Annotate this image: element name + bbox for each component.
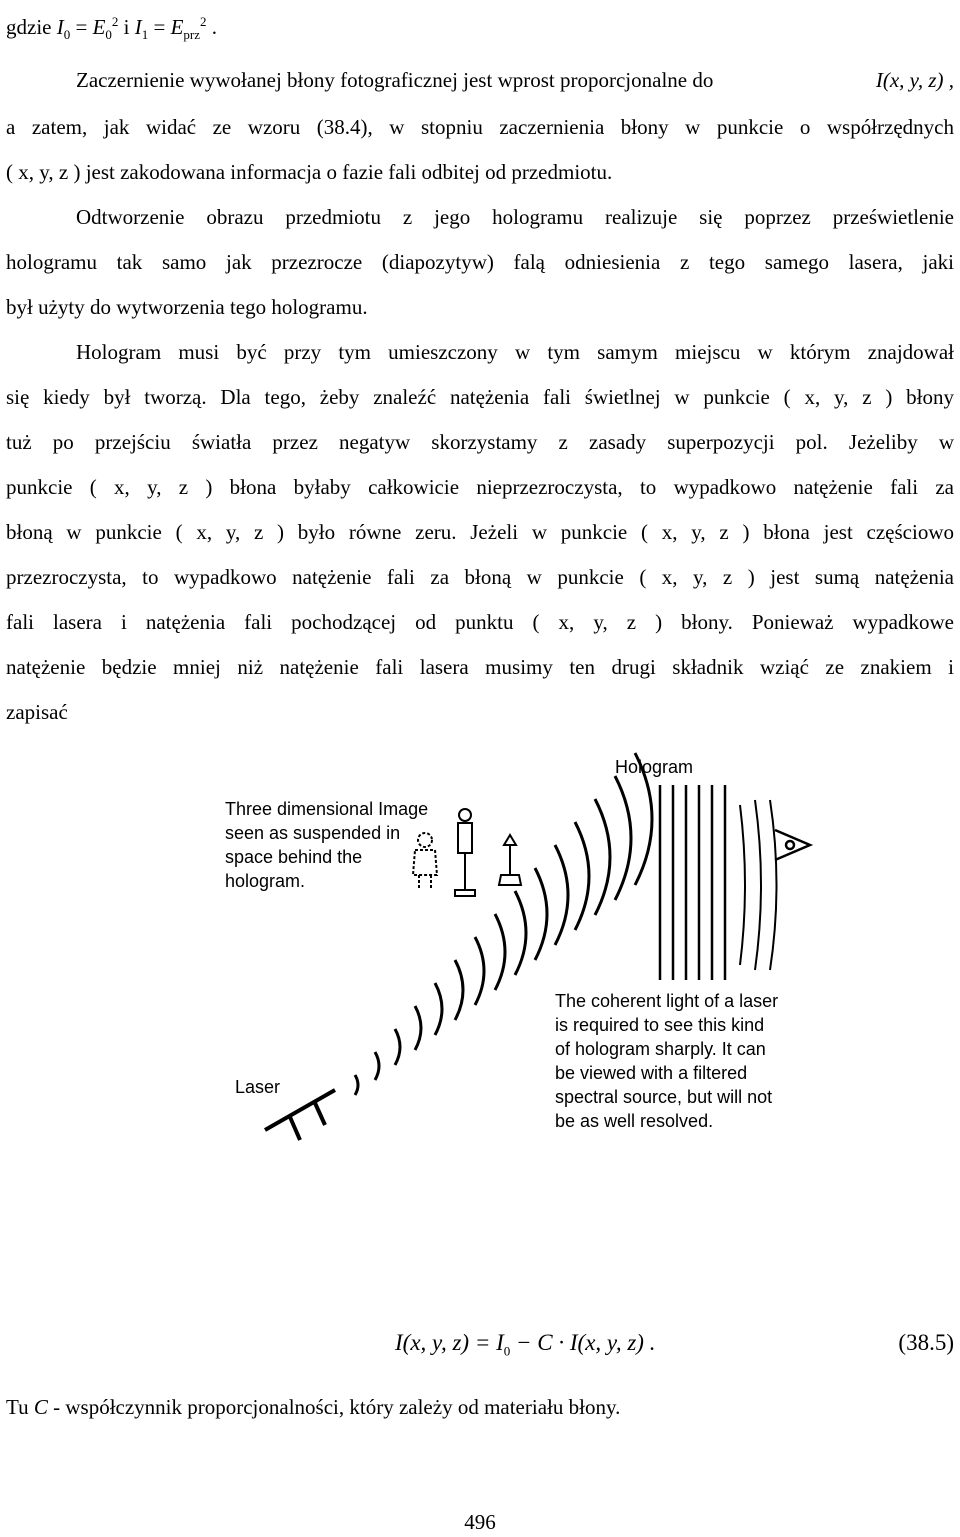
hologram-figure — [215, 745, 955, 1150]
subscript-0: 0 — [105, 27, 112, 43]
symbol-e0: E — [92, 15, 106, 39]
label-hologram: Hologram — [615, 757, 694, 777]
label-3d-line-4: hologram. — [225, 871, 306, 891]
subscript-prz: prz — [183, 27, 201, 43]
paragraph-2-line-2: hologramu tak samo jak przezrocze (diapozytyw) falą odniesienia z tego samego lasera, jaki — [6, 250, 954, 274]
period: . — [206, 15, 218, 39]
superscript-2: 2 — [200, 14, 207, 29]
equation-38-5 — [395, 1330, 655, 1360]
eye-icon — [775, 830, 810, 860]
subscript-1: 1 — [141, 27, 149, 43]
paragraph-1-line-2: a zatem, jak widać ze wzoru (38.4), w stopniu zaczernienia błony w punkcie o współrzędnych — [6, 115, 954, 139]
coefficient-line — [6, 1385, 954, 1429]
text-gdzie: gdzie — [6, 15, 57, 39]
label-3d-line-3: space behind the — [225, 847, 363, 867]
symbol-i1: I — [134, 15, 142, 39]
label-laser: Laser — [235, 1077, 281, 1097]
equals-sign: = — [148, 15, 171, 39]
paragraph-3-line-4: punkcie ( x, y, z ) błona byłaby całkowicie nieprzezroczysta, to wypadkowo natężenie fali za — [6, 475, 954, 499]
figurine-icon — [455, 809, 475, 896]
equals-sign: = — [70, 15, 93, 39]
label-coherent-line-4: be viewed with a filtered — [555, 1063, 748, 1083]
text-i: i — [118, 15, 135, 39]
diffracted-waves — [740, 800, 777, 970]
paragraph-3-line-1: Hologram musi być przy tym umieszczony w tym samym miejscu w którym znajdował — [76, 340, 954, 364]
label-coherent-line-1: The coherent light of a laser — [555, 991, 779, 1011]
definition-line — [6, 0, 954, 57]
paragraph-1-line-1 — [6, 58, 954, 102]
subscript-0: 0 — [63, 27, 71, 43]
paragraph-text: Zaczernienie wywołanej błony fotograficznej jest wprost proporcjonalne do — [76, 68, 714, 92]
superscript-2: 2 — [111, 14, 119, 29]
text-tu: Tu — [6, 1395, 34, 1419]
paragraph-3-line-8: natężenie będzie mniej niż natężenie fali lasera musimy ten drugi składnik wziąć ze znakiem i — [6, 655, 954, 679]
label-3d-line-1: Three dimensional Image — [225, 799, 429, 819]
person-icon — [413, 833, 437, 890]
equation-minus-c: − C · — [510, 1330, 570, 1355]
paragraph-3-line-7: fali lasera i natężenia fali pochodzącej od punktu ( x, y, z ) błony. Ponieważ wypadkowe — [6, 610, 954, 634]
label-coherent-line-5: spectral source, but will not — [555, 1087, 773, 1107]
label-3d-line-2: seen as suspended in — [225, 823, 401, 843]
paragraph-2-line-1: Odtworzenie obrazu przedmiotu z jego hologramu realizuje się poprzez prześwietlenie — [76, 205, 954, 229]
paragraph-3-line-2: się kiedy był tworzą. Dla tego, żeby znaleźć natężenia fali świetlnej w punkcie ( x, y, z ) błony — [6, 385, 954, 409]
paragraph-3-line-5: błoną w punkcie ( x, y, z ) było równe zeru. Jeżeli w punkcie ( x, y, z ) błona jest częściowo — [6, 520, 954, 544]
equation-lhs: I(x, y, z) = I — [395, 1330, 504, 1355]
formula-i-bar: I(x, y, z) , — [875, 68, 954, 92]
page-number: 496 — [464, 1510, 496, 1534]
paragraph-3-line-3: tuż po przejściu światła przez negatyw skorzystamy z zasady superpozycji pol. Jeżeliby w — [6, 430, 954, 454]
symbol-i0: I — [56, 15, 64, 39]
coefficient-description: - współczynnik proporcjonalności, który zależy od materiału błony. — [47, 1395, 621, 1419]
laser-icon — [265, 1090, 335, 1140]
equation-number: (38.5) — [898, 1330, 954, 1355]
equation-rhs: I(x, y, z) . — [569, 1330, 656, 1355]
symbol-c: C — [33, 1395, 48, 1419]
label-coherent-line-6: be as well resolved. — [555, 1111, 714, 1131]
hologram-plate — [660, 785, 725, 980]
paragraph-1-line-3: ( x, y, z ) jest zakodowana informacja o fazie fali odbitej od przedmiotu. — [6, 160, 613, 184]
paragraph-3-line-9: zapisać — [6, 700, 68, 724]
label-coherent-line-2: is required to see this kind — [555, 1015, 765, 1035]
vase-icon — [499, 835, 521, 885]
subscript-0: 0 — [503, 1343, 511, 1359]
paragraph-3-line-6: przezroczysta, to wypadkowo natężenie fali za błoną w punkcie ( x, y, z ) jest sumą natężenia — [6, 565, 954, 589]
symbol-eprz: E — [170, 15, 184, 39]
label-coherent-line-3: of hologram sharply. It can — [555, 1039, 766, 1059]
paragraph-2-line-3: był użyty do wytworzenia tego hologramu. — [6, 295, 368, 319]
